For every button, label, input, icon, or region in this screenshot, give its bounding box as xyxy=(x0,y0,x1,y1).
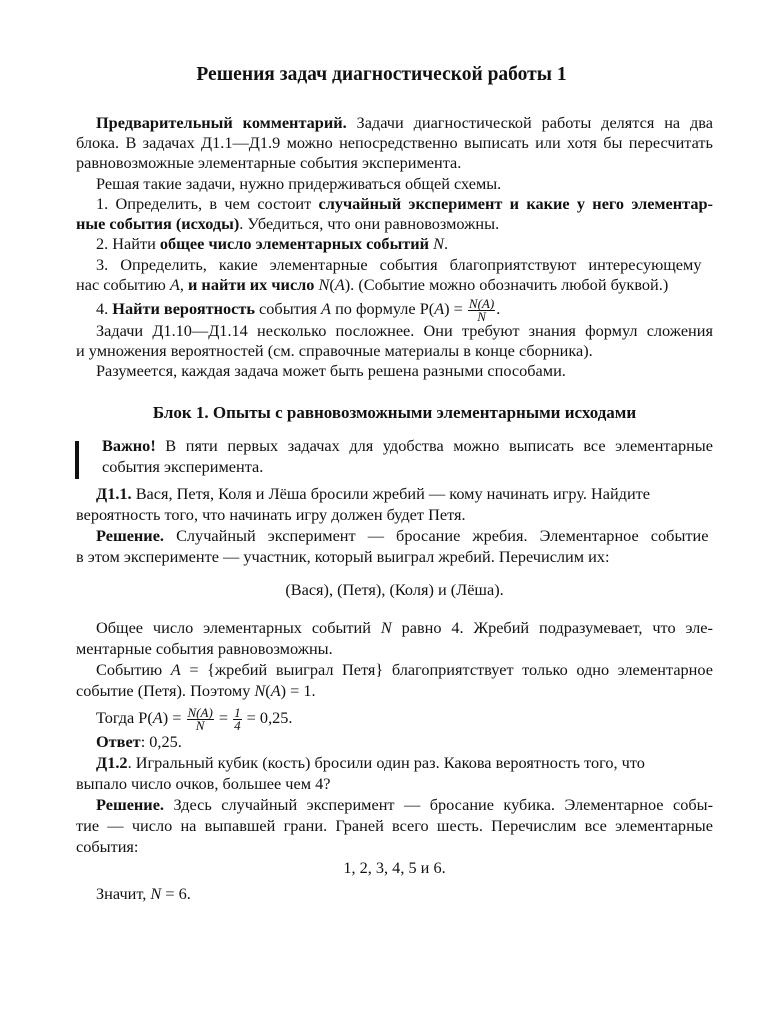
text: равновозможные элементарные события эксперимента. xyxy=(76,153,462,172)
text-line xyxy=(76,484,713,504)
text-line xyxy=(76,361,713,381)
text-line-content xyxy=(76,341,593,360)
text: Вася, Петя, Коля и Лёша бросили жребий — кому начинать игру. Найдите xyxy=(131,484,651,503)
text-line xyxy=(76,505,713,525)
text-line-content xyxy=(96,194,713,213)
math-symbol: A xyxy=(334,275,345,294)
text-line xyxy=(76,275,713,295)
text-line xyxy=(76,884,713,904)
bold-text: Найти вероятность xyxy=(112,299,255,319)
text-line xyxy=(76,837,713,857)
text-line-content xyxy=(76,681,316,700)
text: = 6. xyxy=(161,884,191,903)
bold-text: Блок 1. Опыты с равновозможными элементарными исходами xyxy=(152,403,637,422)
text: Тогда P( xyxy=(96,708,153,728)
text-line-content xyxy=(76,837,138,856)
text-line-content xyxy=(76,816,713,835)
text: (Вася), (Петя), (Коля) и (Лёша). xyxy=(285,580,504,599)
text: Здесь случайный эксперимент — бросание кубика. Элементарное собы- xyxy=(164,795,713,814)
bold-text: Решение. xyxy=(96,795,164,814)
text: ) = xyxy=(162,708,186,728)
text-line-content xyxy=(96,795,713,814)
text-line xyxy=(76,795,713,815)
text: 4. xyxy=(96,299,113,319)
math-symbol: A xyxy=(152,708,163,728)
text: ( xyxy=(265,681,271,700)
text: события: xyxy=(76,837,139,856)
fraction xyxy=(233,707,242,732)
math-symbol: N xyxy=(380,618,392,637)
bold-text: случайный эксперимент и какие у него элементар- xyxy=(318,194,713,213)
text-line-content xyxy=(76,214,499,233)
fraction-denominator: N xyxy=(195,718,205,733)
text-line xyxy=(76,436,713,456)
text-line-content xyxy=(96,174,501,193)
text-line xyxy=(76,774,713,794)
text: . Игральный кубик (кость) бросили один раз. Какова вероятность того, что xyxy=(127,753,645,772)
text-line-content xyxy=(96,484,650,503)
text-line-content xyxy=(96,618,713,637)
text-line-content xyxy=(96,255,701,274)
text: 3. Определить, какие элементарные события благоприятствуют интересующему xyxy=(96,255,702,274)
text-line-content xyxy=(76,153,461,172)
text-line xyxy=(76,858,713,878)
text-line xyxy=(76,457,713,477)
text: ). (Событие можно обозначить любой буквой.) xyxy=(344,275,669,294)
text-line xyxy=(76,707,713,732)
text-line-content xyxy=(96,660,713,679)
text: = {жребий выиграл Петя} благоприятствует только одно элементарное xyxy=(180,660,713,679)
text: Значит, xyxy=(96,884,151,903)
text: , xyxy=(179,275,188,294)
math-symbol: A xyxy=(270,681,281,700)
text-line-content xyxy=(76,774,330,793)
text: блока. В задачах Д1.1—Д1.9 можно непосредственно выписать или хотя бы пересчитать xyxy=(76,133,713,152)
math-symbol: N xyxy=(318,275,330,294)
text: Решая такие задачи, нужно придерживаться общей схемы. xyxy=(96,174,502,193)
text-line-content xyxy=(76,639,333,658)
text-line-content xyxy=(96,705,293,733)
bold-text: и найти их число xyxy=(187,275,319,294)
fraction-numerator: N(A) xyxy=(187,705,213,720)
text: ) = 1. xyxy=(280,681,316,700)
bold-text: ные события (исходы) xyxy=(76,214,240,233)
text: в этом эксперименте — участник, который выиграл жребий. Перечислим их: xyxy=(76,547,610,566)
fraction-numerator: 1 xyxy=(234,705,241,720)
text: ( xyxy=(329,275,335,294)
math-symbol: A xyxy=(321,299,331,319)
text: тие — число на выпавшей грани. Граней всего шесть. Перечислим все элементарные xyxy=(76,816,713,835)
text: = xyxy=(214,708,233,728)
fraction-numerator: N(A) xyxy=(468,296,495,311)
text-line xyxy=(76,660,713,680)
text-line xyxy=(76,547,713,567)
text-line xyxy=(76,681,713,701)
text: = 0,25. xyxy=(242,708,293,728)
text: по формуле P( xyxy=(331,299,435,319)
text-line-content xyxy=(76,505,466,524)
text: В пяти первых задачах для удобства можно выписать все элементарные xyxy=(155,436,713,455)
text: . xyxy=(496,299,501,319)
bold-text: Ответ xyxy=(96,732,141,751)
text-line-content xyxy=(153,403,636,422)
text-line xyxy=(76,403,713,423)
text: ) = xyxy=(444,299,467,319)
fraction-denominator: 4 xyxy=(234,718,241,733)
text: событие (Петя). Поэтому xyxy=(76,681,255,700)
text-line-content xyxy=(96,361,566,380)
text: 1. Определить, в чем состоит xyxy=(96,194,319,213)
text: выпало число очков, большее чем 4? xyxy=(76,774,331,793)
text-line-content xyxy=(285,580,503,599)
bold-text: Важно! xyxy=(102,436,156,455)
text-line xyxy=(76,580,713,600)
text-line xyxy=(76,321,713,341)
text-line-content xyxy=(76,547,610,566)
text-line xyxy=(76,639,713,659)
text-line xyxy=(76,341,713,361)
text-line xyxy=(76,753,713,773)
math-symbol: A xyxy=(169,275,180,294)
text-line xyxy=(76,214,713,234)
text: события xyxy=(254,299,322,319)
text-line xyxy=(76,816,713,836)
text-line xyxy=(76,255,713,275)
text: ментарные события равновозможны. xyxy=(76,639,333,658)
bold-text: Д1.2 xyxy=(96,753,128,772)
text: Общее число элементарных событий xyxy=(96,618,381,637)
math-symbol: A xyxy=(434,299,445,319)
text: Событию xyxy=(96,660,171,679)
text-line xyxy=(76,133,713,153)
text: Задачи диагностической работы делятся на два xyxy=(346,113,713,132)
text: нас событию xyxy=(76,275,170,294)
text: вероятность того, что начинать игру должен будет Петя. xyxy=(76,505,466,524)
text-line-content xyxy=(102,436,713,455)
math-symbol: N xyxy=(254,681,266,700)
text-line xyxy=(76,298,713,323)
text-line-content xyxy=(102,457,263,476)
text: равно 4. Жребий подразумевает, что эле- xyxy=(391,618,713,637)
text-line xyxy=(76,174,713,194)
bold-text: Решение. xyxy=(96,526,164,545)
math-symbol: N xyxy=(433,234,444,253)
bold-text: Д1.1. xyxy=(96,484,132,503)
text: Случайный эксперимент — бросание жребия. Элементарное событие xyxy=(164,526,709,545)
text-line-content xyxy=(76,275,668,294)
fraction xyxy=(468,298,495,323)
text-line-content xyxy=(96,234,448,253)
text-line xyxy=(76,234,713,254)
text: . Убедиться, что они равновозможны. xyxy=(239,214,500,233)
bold-text: общее число элементарных событий xyxy=(159,234,434,253)
text: . xyxy=(444,234,449,253)
page-title: Решения задач диагностической работы 1 xyxy=(196,64,567,85)
text: Разумеется, каждая задача может быть решена разными способами. xyxy=(96,361,566,380)
text-line-content xyxy=(76,133,713,152)
text-line-content xyxy=(96,884,191,903)
text: 2. Найти xyxy=(96,234,160,253)
bold-text: Предварительный комментарий. xyxy=(96,113,347,132)
text: и умножения вероятностей (см. справочные материалы в конце сборника). xyxy=(76,341,593,360)
text-line-content xyxy=(343,858,445,877)
fraction-denominator: N xyxy=(477,309,486,324)
text-line-content xyxy=(96,753,645,772)
text-line xyxy=(76,732,713,752)
text: Задачи Д1.10—Д1.14 несколько посложнее. Они требуют знания формул сложения xyxy=(96,321,713,340)
text-line-content xyxy=(96,113,713,132)
text: 1, 2, 3, 4, 5 и 6. xyxy=(343,858,446,877)
text-line xyxy=(76,526,713,546)
math-symbol: A xyxy=(170,660,181,679)
text-line-content xyxy=(96,321,713,340)
math-symbol: N xyxy=(150,884,162,903)
text-line xyxy=(76,113,713,133)
text: : 0,25. xyxy=(140,732,182,751)
text-line-content xyxy=(96,526,708,545)
text: события эксперимента. xyxy=(102,457,264,476)
text-line xyxy=(76,153,713,173)
text-line xyxy=(76,194,713,214)
text-line-content xyxy=(96,732,182,751)
text-line xyxy=(76,618,713,638)
fraction xyxy=(187,707,214,732)
text-line-content xyxy=(96,296,501,324)
